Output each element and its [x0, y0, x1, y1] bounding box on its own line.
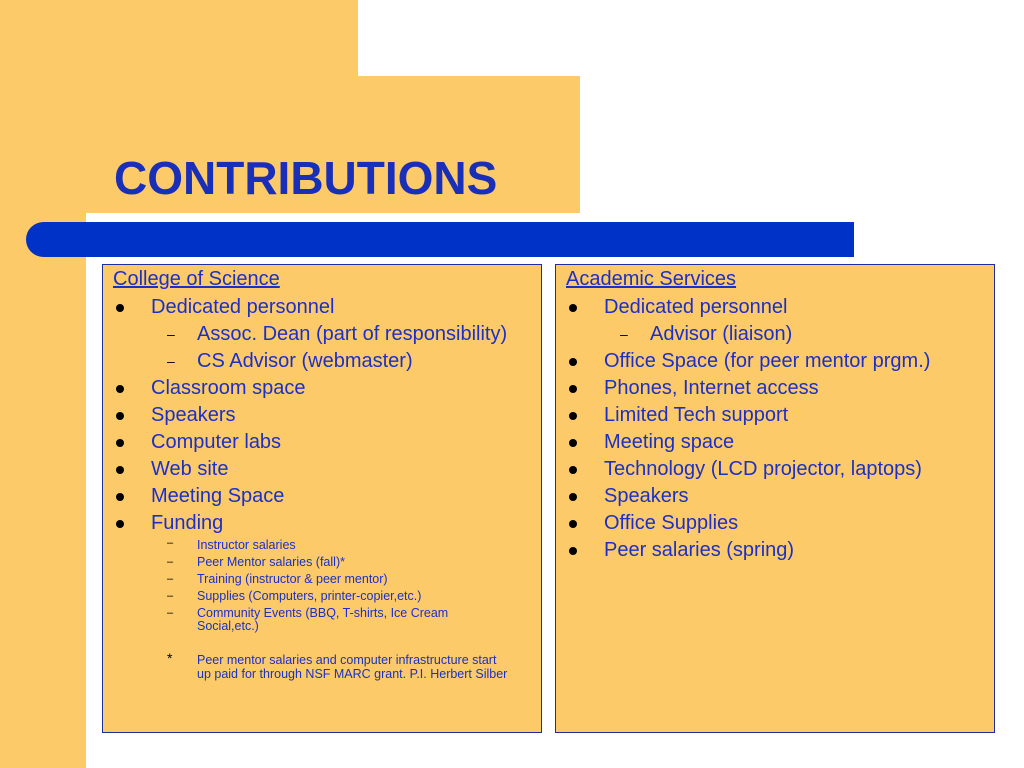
list-item: Office Supplies: [556, 510, 994, 537]
bullet-icon: [569, 547, 577, 555]
background-left-strip: [0, 0, 86, 768]
bullet-icon: [116, 412, 124, 420]
list-subitem: – Peer Mentor salaries (fall)*: [167, 555, 345, 569]
list-subitem: – Instructor salaries: [167, 537, 296, 552]
list-item: Dedicated personnel: [556, 294, 994, 321]
dash-icon: –: [167, 573, 174, 585]
contribution-list: [103, 294, 541, 681]
academic-services-panel: [555, 264, 995, 733]
list-subitem: – Assoc. Dean (part of responsibility): [167, 323, 508, 345]
list-item: Dedicated personnel: [103, 294, 541, 321]
bullet-icon: [116, 385, 124, 393]
list-item: Speakers: [556, 483, 994, 510]
bullet-icon: [569, 466, 577, 474]
page-title: CONTRIBUTIONS: [114, 152, 498, 204]
dash-icon: –: [167, 537, 174, 549]
list-item: Funding: [103, 510, 541, 537]
bullet-icon: [116, 520, 124, 528]
title-underline-bar: [26, 222, 854, 257]
list-subitem: – Community Events (BBQ, T-shirts, Ice Cream Social,etc.): [167, 606, 449, 633]
bullet-icon: [116, 439, 124, 447]
bullet-icon: [569, 385, 577, 393]
list-item: Web site: [103, 456, 541, 483]
list-subitem: – Training (instructor & peer mentor): [167, 572, 388, 586]
asterisk-marker: *: [167, 650, 173, 666]
contribution-list: [556, 294, 994, 564]
list-item: Limited Tech support: [556, 402, 994, 429]
list-subitem: – Supplies (Computers, printer-copier,etc.): [167, 589, 422, 603]
list-subitem: – CS Advisor (webmaster): [167, 350, 413, 372]
list-item: Computer labs: [103, 429, 541, 456]
panel-heading: Academic Services: [566, 268, 737, 290]
dash-icon: –: [620, 326, 628, 342]
list-item: Speakers: [103, 402, 541, 429]
bullet-icon: [569, 412, 577, 420]
bullet-icon: [569, 439, 577, 447]
bullet-icon: [569, 358, 577, 366]
list-item: Technology (LCD projector, laptops): [556, 456, 994, 483]
list-item: Classroom space: [103, 375, 541, 402]
bullet-icon: [569, 493, 577, 501]
bullet-icon: [116, 304, 124, 312]
list-item: Meeting Space: [103, 483, 541, 510]
panel-heading: College of Science: [113, 268, 280, 290]
dash-icon: –: [167, 607, 174, 619]
list-subitem: – Advisor (liaison): [620, 323, 793, 345]
bullet-icon: [569, 304, 577, 312]
dash-icon: –: [167, 326, 175, 342]
list-item: Office Space (for peer mentor prgm.): [556, 348, 994, 375]
college-of-science-panel: [102, 264, 542, 733]
dash-icon: –: [167, 590, 174, 602]
dash-icon: –: [167, 556, 174, 568]
dash-icon: –: [167, 353, 175, 369]
bullet-icon: [569, 520, 577, 528]
list-item: Phones, Internet access: [556, 375, 994, 402]
list-item: Peer salaries (spring): [556, 537, 994, 564]
list-item: Meeting space: [556, 429, 994, 456]
bullet-icon: [116, 466, 124, 474]
footnote: * Peer mentor salaries and computer infrastructure start up paid for through NSF MARC grant. P.I. Herbert Silber: [167, 650, 508, 681]
bullet-icon: [116, 493, 124, 501]
